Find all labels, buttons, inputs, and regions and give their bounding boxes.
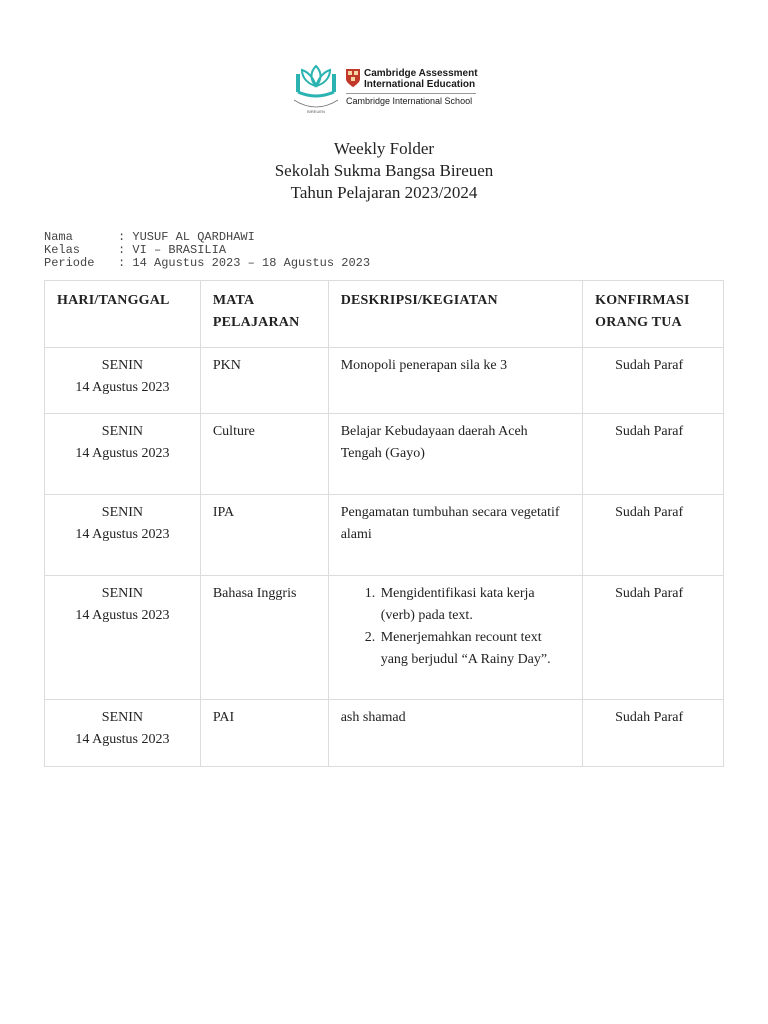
date-label: 14 Agustus 2023 xyxy=(75,527,170,542)
cambridge-name xyxy=(364,68,478,90)
day-cell xyxy=(45,700,201,767)
header-hari-tanggal: HARI/TANGGAL xyxy=(45,281,201,348)
nama-value: : YUSUF AL QARDHAWI xyxy=(118,230,255,244)
confirmation-cell: Sudah Paraf xyxy=(583,495,724,576)
subject-cell: PKN xyxy=(200,348,328,414)
periode-label: Periode xyxy=(44,256,95,270)
cambridge-name-line1: Cambridge Assessment xyxy=(364,68,478,79)
table-row xyxy=(45,495,724,576)
day-label: SENIN xyxy=(101,710,144,725)
title-line2: Sekolah Sukma Bangsa Bireuen xyxy=(274,161,494,180)
title-line1: Weekly Folder xyxy=(333,139,435,158)
schedule-table xyxy=(44,280,724,767)
svg-text:BIREUEN: BIREUEN xyxy=(307,109,325,114)
cambridge-school-label: Cambridge International School xyxy=(346,96,473,106)
date-label: 14 Agustus 2023 xyxy=(75,380,170,395)
info-periode xyxy=(44,257,370,270)
student-info xyxy=(44,231,370,270)
table-row xyxy=(45,576,724,700)
table-row xyxy=(45,348,724,414)
description-cell: ash shamad xyxy=(328,700,582,767)
description-cell: Pengamatan tumbuhan secara vegetatif alami xyxy=(328,495,582,576)
divider xyxy=(346,93,476,94)
header-mata-pelajaran: MATA PELAJARAN xyxy=(200,281,328,348)
subject-cell: Bahasa Inggris xyxy=(200,576,328,700)
table-row xyxy=(45,414,724,495)
day-label: SENIN xyxy=(101,424,144,439)
subject-cell: IPA xyxy=(200,495,328,576)
day-cell xyxy=(45,348,201,414)
table-row xyxy=(45,700,724,767)
title-line3: Tahun Pelajaran 2023/2024 xyxy=(290,183,478,202)
day-label: SENIN xyxy=(101,586,144,601)
day-label: SENIN xyxy=(101,358,144,373)
description-cell: Belajar Kebudayaan daerah Aceh Tengah (Gayo) xyxy=(328,414,582,495)
kelas-value: : VI – BRASILIA xyxy=(118,243,227,257)
periode-value: : 14 Agustus 2023 – 18 Agustus 2023 xyxy=(118,256,371,270)
date-label: 14 Agustus 2023 xyxy=(75,446,170,461)
table-header-row xyxy=(45,281,724,348)
confirmation-cell: Sudah Paraf xyxy=(583,576,724,700)
confirmation-cell: Sudah Paraf xyxy=(583,348,724,414)
header-logos xyxy=(288,60,488,120)
confirmation-cell: Sudah Paraf xyxy=(583,700,724,767)
subject-cell: Culture xyxy=(200,414,328,495)
date-label: 14 Agustus 2023 xyxy=(75,608,170,623)
list-item: 1. Mengidentifikasi kata kerja (verb) pada text. xyxy=(379,583,570,627)
kelas-label: Kelas xyxy=(44,243,81,257)
description-cell xyxy=(328,576,582,700)
header-konfirmasi: KONFIRMASI ORANG TUA xyxy=(583,281,724,348)
description-cell: Monopoli penerapan sila ke 3 xyxy=(328,348,582,414)
subject-cell: PAI xyxy=(200,700,328,767)
cambridge-name-line2: International Education xyxy=(364,79,476,90)
school-logo xyxy=(288,60,344,116)
cambridge-shield-icon xyxy=(346,69,360,87)
day-cell xyxy=(45,495,201,576)
confirmation-cell: Sudah Paraf xyxy=(583,414,724,495)
day-cell xyxy=(45,414,201,495)
nama-label: Nama xyxy=(44,230,73,244)
document-title xyxy=(0,138,768,204)
description-list xyxy=(341,583,570,671)
header-deskripsi: DESKRIPSI/KEGIATAN xyxy=(328,281,582,348)
day-cell xyxy=(45,576,201,700)
day-label: SENIN xyxy=(101,505,144,520)
list-item: 2. Menerjemahkan recount text yang berjudul “A Rainy Day”. xyxy=(379,627,570,671)
date-label: 14 Agustus 2023 xyxy=(75,732,170,747)
